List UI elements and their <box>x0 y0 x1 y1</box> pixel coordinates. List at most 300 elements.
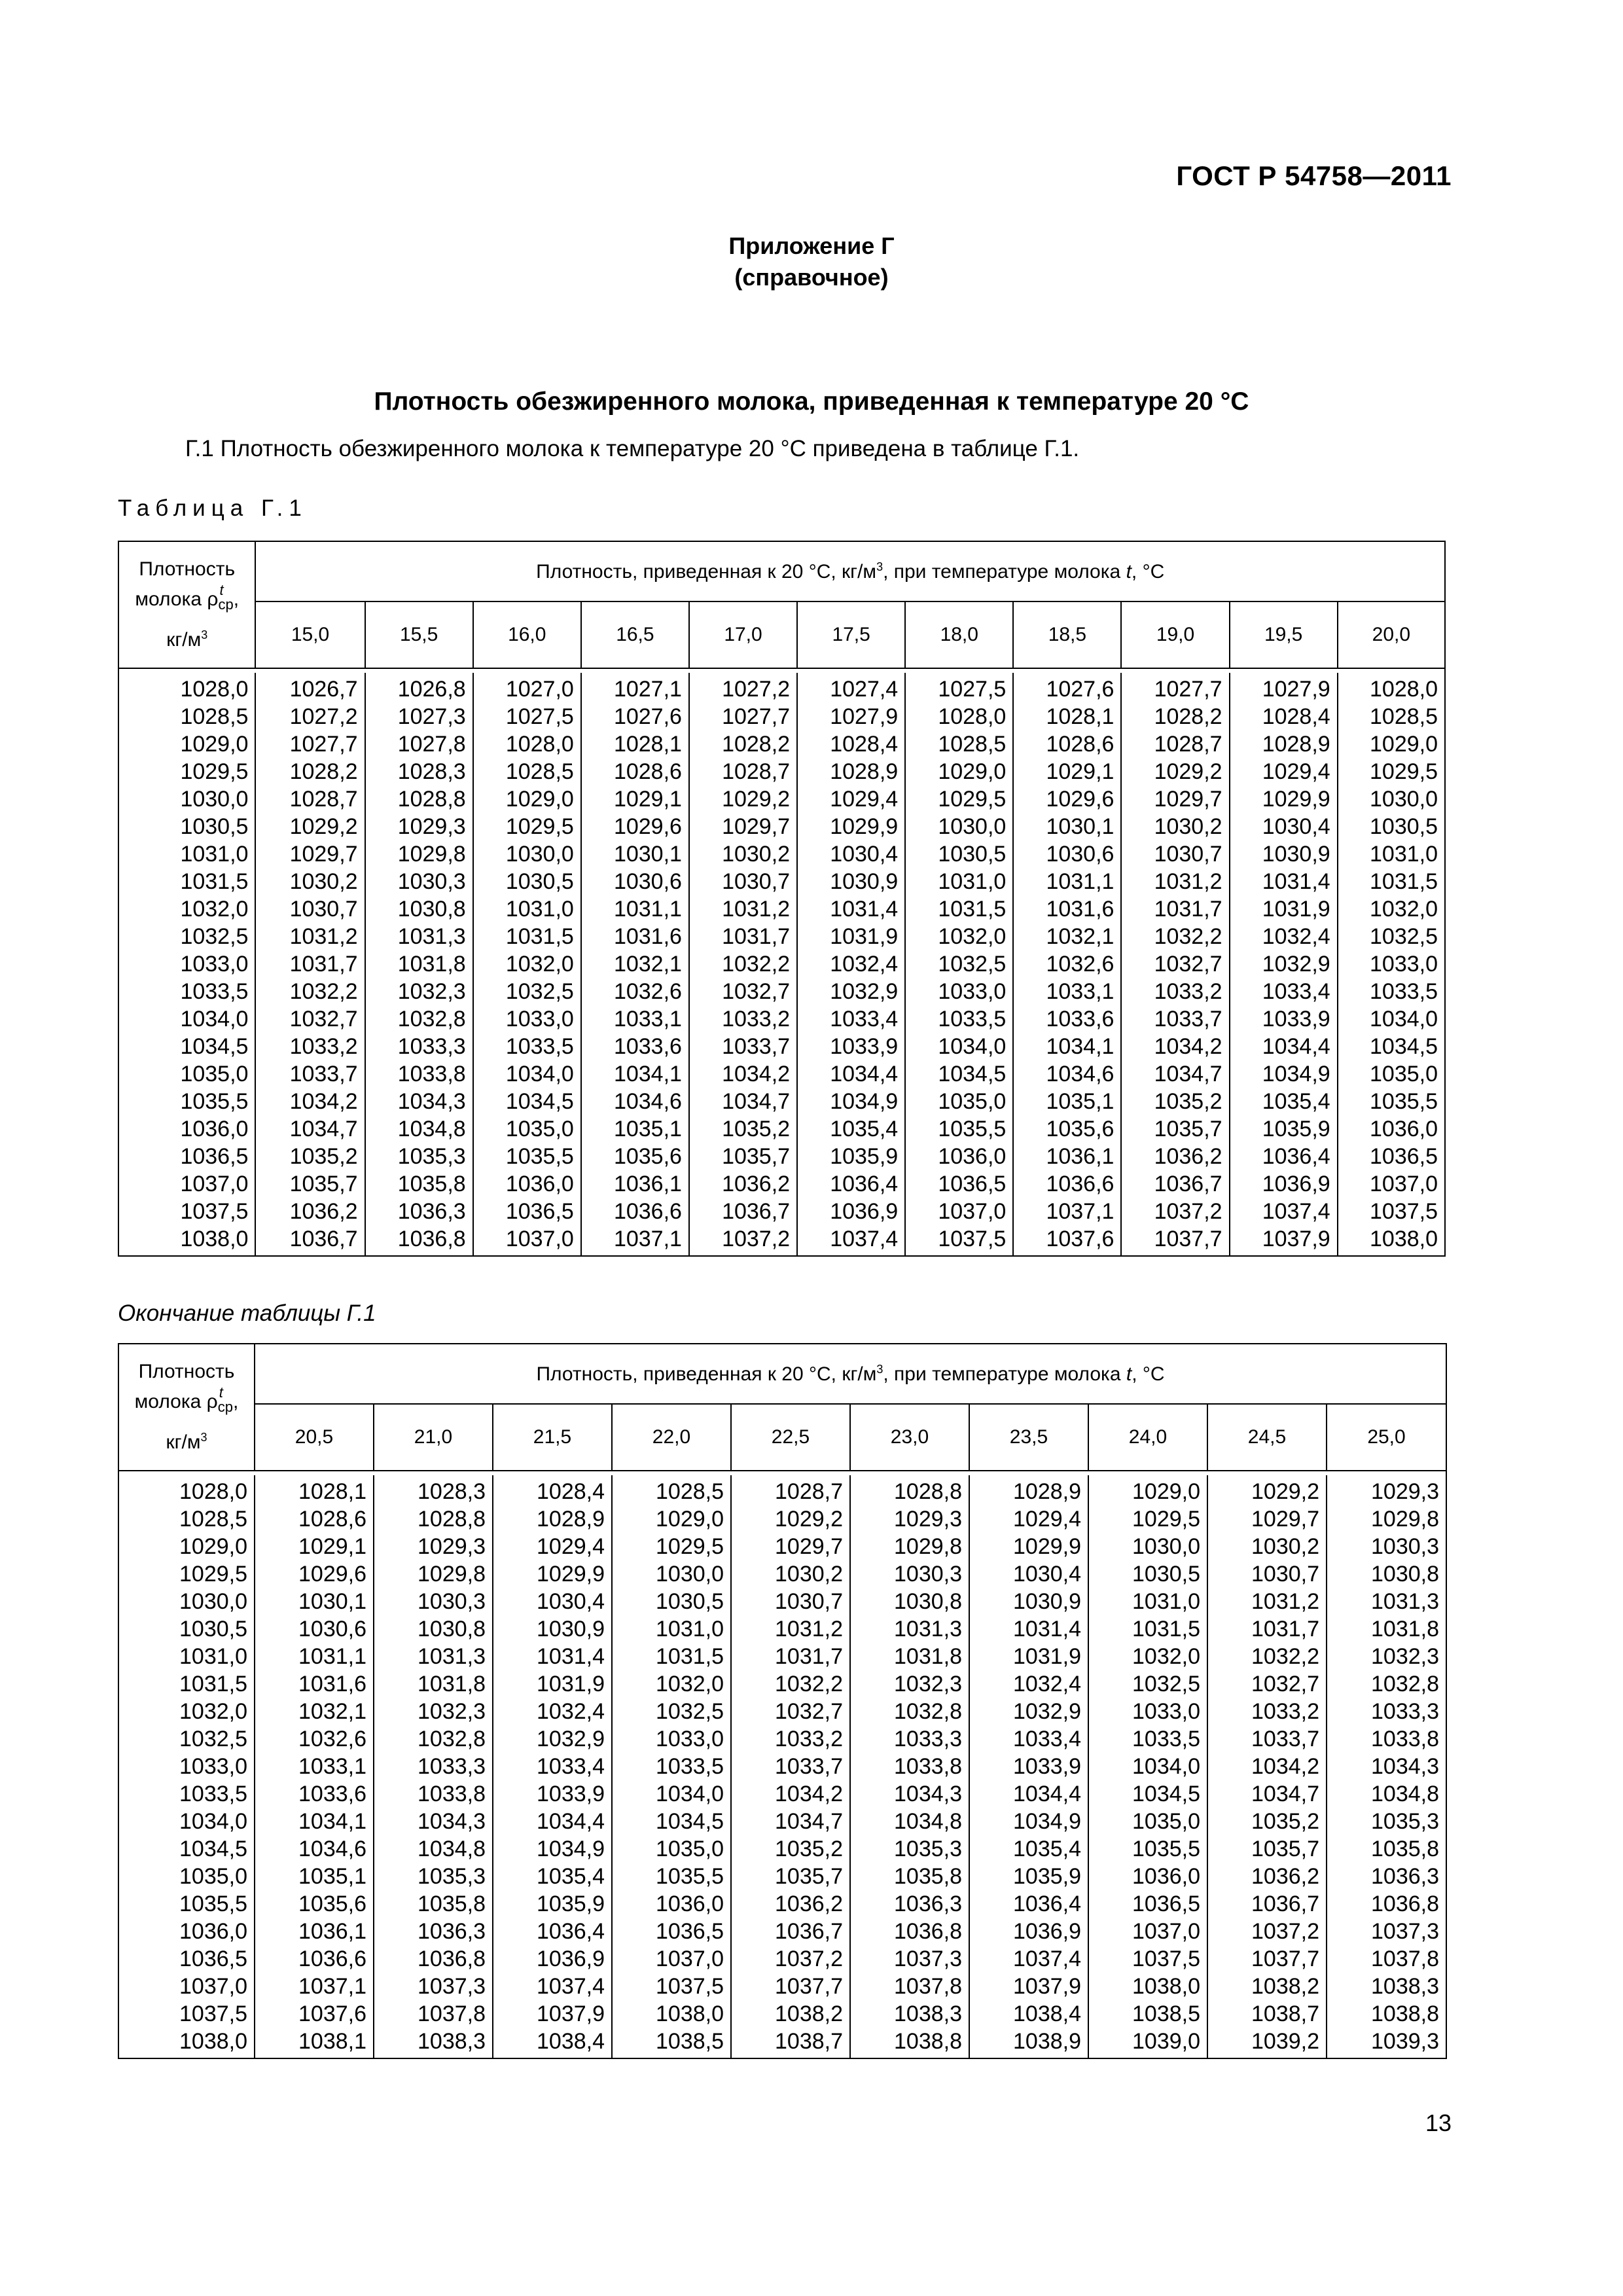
normalized-density-cell: 1029,7 <box>1121 785 1229 813</box>
normalized-density-cell: 1029,7 <box>731 1533 850 1560</box>
normalized-density-cell: 1029,7 <box>1207 1505 1327 1533</box>
normalized-density-cell: 1038,0 <box>1338 1225 1445 1256</box>
normalized-density-cell: 1036,6 <box>1013 1170 1121 1198</box>
normalized-density-cell: 1039,3 <box>1327 2028 1446 2058</box>
normalized-density-cell: 1028,5 <box>612 1475 731 1505</box>
normalized-density-cell: 1033,7 <box>255 1060 365 1088</box>
row-header-line2: молока ρ <box>135 588 219 610</box>
normalized-density-cell: 1026,8 <box>365 673 473 703</box>
normalized-density-cell: 1030,8 <box>850 1588 969 1615</box>
row-header-cell: Плотность молока ρ t $_{ср}$, $кг/м^3$ <box>118 1344 255 1471</box>
normalized-density-cell: 1037,2 <box>1207 1918 1327 1945</box>
normalized-density-cell: 1031,9 <box>797 923 905 950</box>
density-value-cell: 1036,0 <box>118 1115 255 1143</box>
table-row <box>118 1533 1446 1560</box>
normalized-density-cell: 1034,7 <box>731 1808 850 1835</box>
normalized-density-cell: 1029,0 <box>612 1505 731 1533</box>
density-table-1 <box>118 541 1446 1257</box>
temperature-header-cell: 19,5 <box>1230 601 1338 668</box>
normalized-density-cell: 1032,3 <box>1327 1643 1446 1670</box>
normalized-density-cell: 1029,0 <box>1088 1475 1207 1505</box>
normalized-density-cell: 1030,2 <box>1121 813 1229 840</box>
normalized-density-cell: 1036,4 <box>1230 1143 1338 1170</box>
normalized-density-cell: 1036,1 <box>255 1918 374 1945</box>
normalized-density-cell: 1028,8 <box>374 1505 493 1533</box>
normalized-density-cell: 1032,8 <box>1327 1670 1446 1698</box>
normalized-density-cell: 1033,5 <box>473 1033 581 1060</box>
normalized-density-cell: 1033,5 <box>905 1005 1013 1033</box>
normalized-density-cell: 1030,3 <box>365 868 473 895</box>
normalized-density-cell: 1035,0 <box>473 1115 581 1143</box>
normalized-density-cell: 1036,9 <box>969 1918 1088 1945</box>
normalized-density-cell: 1032,3 <box>374 1698 493 1725</box>
normalized-density-cell: 1029,9 <box>1230 785 1338 813</box>
normalized-density-cell: 1033,0 <box>612 1725 731 1753</box>
normalized-density-cell: 1038,7 <box>731 2028 850 2058</box>
normalized-density-cell: 1028,5 <box>905 730 1013 758</box>
temperature-header-cell: 23,5 <box>969 1404 1088 1471</box>
normalized-density-cell: 1033,6 <box>1013 1005 1121 1033</box>
normalized-density-cell: 1030,5 <box>1088 1560 1207 1588</box>
table-row <box>118 978 1445 1005</box>
normalized-density-cell: 1035,7 <box>1207 1835 1327 1863</box>
normalized-density-cell: 1027,5 <box>905 673 1013 703</box>
normalized-density-cell: 1033,0 <box>473 1005 581 1033</box>
normalized-density-cell: 1036,3 <box>850 1890 969 1918</box>
normalized-density-cell: 1028,9 <box>493 1505 612 1533</box>
normalized-density-cell: 1031,2 <box>731 1615 850 1643</box>
normalized-density-cell: 1036,2 <box>689 1170 797 1198</box>
normalized-density-cell: 1032,7 <box>689 978 797 1005</box>
normalized-density-cell: 1036,6 <box>581 1198 689 1225</box>
normalized-density-cell: 1037,0 <box>612 1945 731 1973</box>
normalized-density-cell: 1030,2 <box>731 1560 850 1588</box>
table-row <box>118 950 1445 978</box>
normalized-density-cell: 1032,3 <box>365 978 473 1005</box>
normalized-density-cell: 1031,6 <box>255 1670 374 1698</box>
normalized-density-cell: 1037,5 <box>1088 1945 1207 1973</box>
normalized-density-cell: 1033,3 <box>374 1753 493 1780</box>
normalized-density-cell: 1037,0 <box>473 1225 581 1256</box>
density-value-cell: 1029,5 <box>118 1560 255 1588</box>
normalized-density-cell: 1032,4 <box>969 1670 1088 1698</box>
normalized-density-cell: 1038,0 <box>612 2000 731 2028</box>
normalized-density-cell: 1029,7 <box>689 813 797 840</box>
normalized-density-cell: 1034,2 <box>731 1780 850 1808</box>
normalized-density-cell: 1039,2 <box>1207 2028 1327 2058</box>
row-header-unit: кг/м <box>166 1431 201 1453</box>
normalized-density-cell: 1038,7 <box>1207 2000 1327 2028</box>
normalized-density-cell: 1031,0 <box>1088 1588 1207 1615</box>
normalized-density-cell: 1036,3 <box>374 1918 493 1945</box>
normalized-density-cell: 1035,7 <box>689 1143 797 1170</box>
normalized-density-cell: 1034,3 <box>365 1088 473 1115</box>
normalized-density-cell: 1031,9 <box>493 1670 612 1698</box>
normalized-density-cell: 1035,0 <box>1088 1808 1207 1835</box>
table2-header <box>118 1344 1446 1471</box>
normalized-density-cell: 1029,3 <box>365 813 473 840</box>
normalized-density-cell: 1037,4 <box>1230 1198 1338 1225</box>
normalized-density-cell: 1035,8 <box>850 1863 969 1890</box>
normalized-density-cell: 1037,7 <box>1207 1945 1327 1973</box>
temperature-header-cell: 23,0 <box>850 1404 969 1471</box>
normalized-density-cell: 1037,3 <box>1327 1918 1446 1945</box>
normalized-density-cell: 1031,8 <box>850 1643 969 1670</box>
normalized-density-cell: 1034,8 <box>850 1808 969 1835</box>
normalized-density-cell: 1033,4 <box>493 1753 612 1780</box>
density-value-cell: 1032,5 <box>118 923 255 950</box>
normalized-density-cell: 1034,6 <box>581 1088 689 1115</box>
normalized-density-cell: 1033,1 <box>255 1753 374 1780</box>
normalized-density-cell: 1038,1 <box>255 2028 374 2058</box>
normalized-density-cell: 1037,5 <box>905 1225 1013 1256</box>
normalized-density-cell: 1032,9 <box>1230 950 1338 978</box>
normalized-density-cell: 1035,3 <box>374 1863 493 1890</box>
normalized-density-cell: 1037,2 <box>1121 1198 1229 1225</box>
row-header-line1: Плотность <box>139 558 236 580</box>
normalized-density-cell: 1037,2 <box>689 1225 797 1256</box>
normalized-density-cell: 1029,8 <box>1327 1505 1446 1533</box>
density-value-cell: 1038,0 <box>118 1225 255 1256</box>
normalized-density-cell: 1028,4 <box>797 730 905 758</box>
normalized-density-cell: 1031,5 <box>612 1643 731 1670</box>
normalized-density-cell: 1032,2 <box>1207 1643 1327 1670</box>
normalized-density-cell: 1032,5 <box>1338 923 1445 950</box>
normalized-density-cell: 1028,5 <box>473 758 581 785</box>
temperature-header-cell: 21,5 <box>493 1404 612 1471</box>
temperature-header-row <box>118 601 1445 668</box>
normalized-density-cell: 1033,2 <box>731 1725 850 1753</box>
normalized-density-cell: 1034,1 <box>581 1060 689 1088</box>
normalized-density-cell: 1037,9 <box>1230 1225 1338 1256</box>
normalized-density-cell: 1027,7 <box>255 730 365 758</box>
normalized-density-cell: 1033,8 <box>850 1753 969 1780</box>
normalized-density-cell: 1034,7 <box>1207 1780 1327 1808</box>
normalized-density-cell: 1030,3 <box>850 1560 969 1588</box>
normalized-density-cell: 1037,8 <box>1327 1945 1446 1973</box>
normalized-density-cell: 1031,2 <box>255 923 365 950</box>
normalized-density-cell: 1031,7 <box>255 950 365 978</box>
normalized-density-cell: 1034,6 <box>1013 1060 1121 1088</box>
normalized-density-cell: 1032,5 <box>473 978 581 1005</box>
density-value-cell: 1030,0 <box>118 1588 255 1615</box>
temperature-header-cell: 18,0 <box>905 601 1013 668</box>
normalized-density-cell: 1036,7 <box>255 1225 365 1256</box>
normalized-density-cell: 1028,2 <box>255 758 365 785</box>
normalized-density-cell: 1030,6 <box>1013 840 1121 868</box>
row-header-unit: кг/м <box>166 629 202 651</box>
normalized-density-cell: 1029,0 <box>905 758 1013 785</box>
normalized-density-cell: 1035,7 <box>731 1863 850 1890</box>
normalized-density-cell: 1031,2 <box>1207 1588 1327 1615</box>
normalized-density-cell: 1030,9 <box>493 1615 612 1643</box>
normalized-density-cell: 1032,6 <box>255 1725 374 1753</box>
density-value-cell: 1036,0 <box>118 1918 255 1945</box>
normalized-density-cell: 1034,5 <box>1088 1780 1207 1808</box>
normalized-density-cell: 1033,3 <box>365 1033 473 1060</box>
table-row <box>118 1945 1446 1973</box>
normalized-density-cell: 1031,7 <box>689 923 797 950</box>
table-row <box>118 1670 1446 1698</box>
normalized-density-cell: 1034,8 <box>1327 1780 1446 1808</box>
normalized-density-cell: 1031,5 <box>1338 868 1445 895</box>
density-value-cell: 1033,5 <box>118 978 255 1005</box>
normalized-density-cell: 1031,6 <box>1013 895 1121 923</box>
normalized-density-cell: 1033,9 <box>493 1780 612 1808</box>
normalized-density-cell: 1028,7 <box>255 785 365 813</box>
row-header-line2: молока ρ <box>134 1391 218 1412</box>
table2-body <box>118 1471 1446 2058</box>
normalized-density-cell: 1036,8 <box>365 1225 473 1256</box>
normalized-density-cell: 1035,0 <box>905 1088 1013 1115</box>
normalized-density-cell: 1037,3 <box>850 1945 969 1973</box>
normalized-density-cell: 1029,5 <box>1088 1505 1207 1533</box>
normalized-density-cell: 1038,3 <box>1327 1973 1446 2000</box>
normalized-density-cell: 1028,4 <box>493 1475 612 1505</box>
normalized-density-cell: 1028,6 <box>581 758 689 785</box>
temperature-header-cell: 17,5 <box>797 601 905 668</box>
density-value-cell: 1029,0 <box>118 1533 255 1560</box>
normalized-density-cell: 1034,5 <box>612 1808 731 1835</box>
normalized-density-cell: 1035,1 <box>581 1115 689 1143</box>
normalized-density-cell: 1030,0 <box>905 813 1013 840</box>
row-header-cell: Плотность молока ρ t $_{ср}$, $кг/м^3$ <box>118 541 255 668</box>
density-value-cell: 1030,5 <box>118 813 255 840</box>
normalized-density-cell: 1036,4 <box>797 1170 905 1198</box>
table-row <box>118 1973 1446 2000</box>
normalized-density-cell: 1029,3 <box>1327 1475 1446 1505</box>
normalized-density-cell: 1032,1 <box>255 1698 374 1725</box>
normalized-density-cell: 1037,9 <box>969 1973 1088 2000</box>
normalized-density-cell: 1027,6 <box>1013 673 1121 703</box>
table-row <box>118 758 1445 785</box>
normalized-density-cell: 1028,3 <box>365 758 473 785</box>
normalized-density-cell: 1032,2 <box>731 1670 850 1698</box>
normalized-density-cell: 1028,8 <box>365 785 473 813</box>
normalized-density-cell: 1031,2 <box>689 895 797 923</box>
normalized-density-cell: 1033,9 <box>969 1753 1088 1780</box>
normalized-density-cell: 1031,9 <box>969 1643 1088 1670</box>
temperature-header-cell: 15,0 <box>255 601 365 668</box>
normalized-density-cell: 1029,0 <box>1338 730 1445 758</box>
normalized-density-cell: 1031,1 <box>1013 868 1121 895</box>
normalized-density-cell: 1037,7 <box>731 1973 850 2000</box>
normalized-density-cell: 1032,4 <box>1230 923 1338 950</box>
normalized-density-cell: 1029,5 <box>1338 758 1445 785</box>
normalized-density-cell: 1034,2 <box>689 1060 797 1088</box>
normalized-density-cell: 1030,3 <box>374 1588 493 1615</box>
normalized-density-cell: 1037,1 <box>581 1225 689 1256</box>
density-value-cell: 1037,0 <box>118 1973 255 2000</box>
normalized-density-cell: 1033,0 <box>1088 1698 1207 1725</box>
table-row <box>118 2028 1446 2058</box>
temperature-header-cell: 16,0 <box>473 601 581 668</box>
normalized-density-cell: 1031,5 <box>905 895 1013 923</box>
normalized-density-cell: 1029,8 <box>850 1533 969 1560</box>
normalized-density-cell: 1029,9 <box>493 1560 612 1588</box>
normalized-density-cell: 1028,2 <box>689 730 797 758</box>
normalized-density-cell: 1030,6 <box>581 868 689 895</box>
normalized-density-cell: 1034,5 <box>1338 1033 1445 1060</box>
normalized-density-cell: 1031,8 <box>374 1670 493 1698</box>
table-row <box>118 1780 1446 1808</box>
normalized-density-cell: 1035,5 <box>1088 1835 1207 1863</box>
normalized-density-cell: 1037,8 <box>374 2000 493 2028</box>
normalized-density-cell: 1030,2 <box>689 840 797 868</box>
normalized-density-cell: 1028,7 <box>731 1475 850 1505</box>
normalized-density-cell: 1032,4 <box>493 1698 612 1725</box>
normalized-density-cell: 1037,4 <box>969 1945 1088 1973</box>
normalized-density-cell: 1034,1 <box>255 1808 374 1835</box>
table-row <box>118 785 1445 813</box>
density-value-cell: 1037,5 <box>118 1198 255 1225</box>
normalized-density-cell: 1032,9 <box>969 1698 1088 1725</box>
density-value-cell: 1036,5 <box>118 1945 255 1973</box>
document-code: ГОСТ Р 54758—2011 <box>1176 160 1452 191</box>
normalized-density-cell: 1036,1 <box>1013 1143 1121 1170</box>
normalized-density-cell: 1030,9 <box>797 868 905 895</box>
normalized-density-cell: 1034,1 <box>1013 1033 1121 1060</box>
normalized-density-cell: 1030,9 <box>1230 840 1338 868</box>
normalized-density-cell: 1029,3 <box>850 1505 969 1533</box>
normalized-density-cell: 1031,5 <box>473 923 581 950</box>
table-row <box>118 1753 1446 1780</box>
normalized-density-cell: 1037,3 <box>374 1973 493 2000</box>
normalized-density-cell: 1032,5 <box>1088 1670 1207 1698</box>
normalized-density-cell: 1031,4 <box>969 1615 1088 1643</box>
normalized-density-cell: 1032,7 <box>1121 950 1229 978</box>
normalized-density-cell: 1027,5 <box>473 703 581 730</box>
table-row <box>118 1115 1445 1143</box>
normalized-density-cell: 1031,3 <box>1327 1588 1446 1615</box>
normalized-density-cell: 1030,7 <box>1121 840 1229 868</box>
normalized-density-cell: 1029,1 <box>581 785 689 813</box>
normalized-density-cell: 1035,6 <box>1013 1115 1121 1143</box>
normalized-density-cell: 1033,4 <box>969 1725 1088 1753</box>
normalized-density-cell: 1029,6 <box>255 1560 374 1588</box>
normalized-density-cell: 1035,7 <box>1121 1115 1229 1143</box>
normalized-density-cell: 1036,2 <box>731 1890 850 1918</box>
normalized-density-cell: 1038,0 <box>1088 1973 1207 2000</box>
table-row <box>118 895 1445 923</box>
normalized-density-cell: 1027,3 <box>365 703 473 730</box>
normalized-density-cell: 1028,6 <box>1013 730 1121 758</box>
table-row <box>118 1033 1445 1060</box>
normalized-density-cell: 1032,1 <box>1013 923 1121 950</box>
normalized-density-cell: 1031,0 <box>473 895 581 923</box>
normalized-density-cell: 1036,8 <box>1327 1890 1446 1918</box>
normalized-density-cell: 1036,9 <box>797 1198 905 1225</box>
normalized-density-cell: 1038,2 <box>731 2000 850 2028</box>
normalized-density-cell: 1034,9 <box>797 1088 905 1115</box>
table-row <box>118 923 1445 950</box>
normalized-density-cell: 1034,7 <box>689 1088 797 1115</box>
temperature-header-cell: 16,5 <box>581 601 689 668</box>
density-value-cell: 1031,5 <box>118 1670 255 1698</box>
normalized-density-cell: 1031,3 <box>374 1643 493 1670</box>
normalized-density-cell: 1028,7 <box>1121 730 1229 758</box>
normalized-density-cell: 1035,5 <box>612 1863 731 1890</box>
normalized-density-cell: 1032,6 <box>581 978 689 1005</box>
normalized-density-cell: 1030,5 <box>473 868 581 895</box>
normalized-density-cell: 1028,8 <box>850 1475 969 1505</box>
normalized-density-cell: 1035,8 <box>1327 1835 1446 1863</box>
normalized-density-cell: 1028,2 <box>1121 703 1229 730</box>
normalized-density-cell: 1038,3 <box>374 2028 493 2058</box>
normalized-density-cell: 1037,4 <box>797 1225 905 1256</box>
normalized-density-cell: 1038,2 <box>1207 1973 1327 2000</box>
normalized-density-cell: 1027,9 <box>797 703 905 730</box>
normalized-density-cell: 1027,4 <box>797 673 905 703</box>
temperature-header-cell: 19,0 <box>1121 601 1229 668</box>
table-row <box>118 730 1445 758</box>
column-group-header: Плотность, приведенная к 20 °С, $кг/м^3$, при температуре молока t, °С <box>255 541 1445 601</box>
normalized-density-cell: 1038,8 <box>1327 2000 1446 2028</box>
normalized-density-cell: 1035,7 <box>255 1170 365 1198</box>
normalized-density-cell: 1031,1 <box>255 1643 374 1670</box>
normalized-density-cell: 1032,1 <box>581 950 689 978</box>
normalized-density-cell: 1033,8 <box>365 1060 473 1088</box>
normalized-density-cell: 1032,2 <box>689 950 797 978</box>
normalized-density-cell: 1037,5 <box>1338 1198 1445 1225</box>
normalized-density-cell: 1034,5 <box>905 1060 1013 1088</box>
density-value-cell: 1037,5 <box>118 2000 255 2028</box>
table-row <box>118 1588 1446 1615</box>
table1-body <box>118 668 1445 1256</box>
normalized-density-cell: 1030,1 <box>255 1588 374 1615</box>
section-title: Плотность обезжиренного молока, приведенная к температуре 20 °С <box>374 387 1249 416</box>
normalized-density-cell: 1036,0 <box>905 1143 1013 1170</box>
table-row <box>118 1863 1446 1890</box>
appendix-subtitle: (справочное) <box>734 264 889 291</box>
table-row <box>118 1835 1446 1863</box>
normalized-density-cell: 1028,6 <box>255 1505 374 1533</box>
normalized-density-cell: 1034,0 <box>1088 1753 1207 1780</box>
normalized-density-cell: 1033,4 <box>797 1005 905 1033</box>
density-value-cell: 1029,0 <box>118 730 255 758</box>
normalized-density-cell: 1033,7 <box>1121 1005 1229 1033</box>
normalized-density-cell: 1036,5 <box>473 1198 581 1225</box>
normalized-density-cell: 1029,4 <box>797 785 905 813</box>
normalized-density-cell: 1030,5 <box>1338 813 1445 840</box>
normalized-density-cell: 1029,5 <box>905 785 1013 813</box>
normalized-density-cell: 1027,9 <box>1230 673 1338 703</box>
normalized-density-cell: 1033,0 <box>905 978 1013 1005</box>
normalized-density-cell: 1029,6 <box>1013 785 1121 813</box>
table-row <box>118 1088 1445 1115</box>
density-value-cell: 1031,5 <box>118 868 255 895</box>
normalized-density-cell: 1033,3 <box>1327 1698 1446 1725</box>
table2-caption: Окончание таблицы Г.1 <box>118 1300 376 1326</box>
table-row <box>118 1143 1445 1170</box>
normalized-density-cell: 1033,5 <box>612 1753 731 1780</box>
normalized-density-cell: 1036,8 <box>850 1918 969 1945</box>
normalized-density-cell: 1034,0 <box>612 1780 731 1808</box>
normalized-density-cell: 1036,3 <box>1327 1863 1446 1890</box>
normalized-density-cell: 1033,2 <box>689 1005 797 1033</box>
normalized-density-cell: 1030,2 <box>255 868 365 895</box>
table-row <box>118 1918 1446 1945</box>
normalized-density-cell: 1029,9 <box>969 1533 1088 1560</box>
normalized-density-cell: 1035,4 <box>1230 1088 1338 1115</box>
normalized-density-cell: 1033,3 <box>850 1725 969 1753</box>
normalized-density-cell: 1028,9 <box>797 758 905 785</box>
normalized-density-cell: 1032,0 <box>473 950 581 978</box>
normalized-density-cell: 1032,0 <box>905 923 1013 950</box>
normalized-density-cell: 1037,0 <box>1088 1918 1207 1945</box>
density-value-cell: 1032,0 <box>118 1698 255 1725</box>
density-value-cell: 1028,0 <box>118 1475 255 1505</box>
